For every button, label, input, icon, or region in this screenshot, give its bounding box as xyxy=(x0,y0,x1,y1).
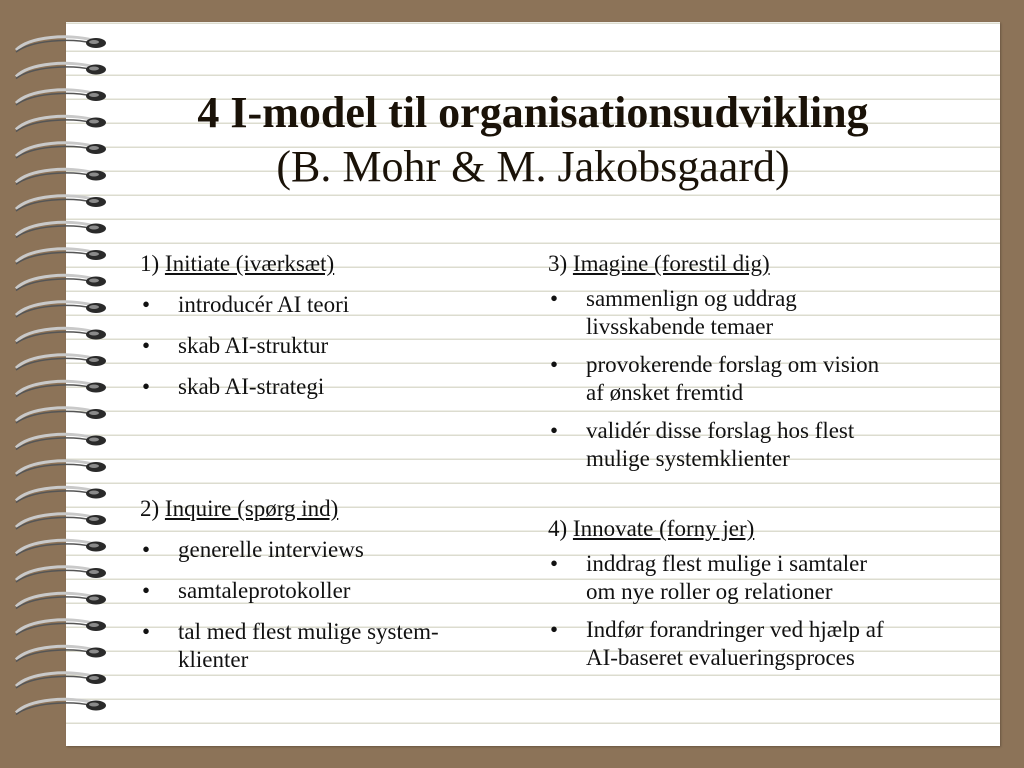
title-main: 4 I-model til organisationsudvikling xyxy=(197,88,869,137)
spiral-ring-icon xyxy=(16,408,106,423)
list-item xyxy=(548,285,968,341)
list-item-text: inddrag flest mulige i samtaler xyxy=(586,551,868,576)
title-subtitle: (B. Mohr & M. Jakobsgaard) xyxy=(276,142,790,191)
spiral-ring-icon xyxy=(16,514,106,529)
section-title: Initiate (iværksæt) xyxy=(164,251,335,276)
list-item-text: tal med flest mulige system- xyxy=(178,619,439,644)
list-item-text: skab AI-strategi xyxy=(178,374,325,399)
list-item-text: mulige systemklienter xyxy=(586,446,790,471)
spiral-ring-icon xyxy=(16,673,106,688)
list-item xyxy=(548,351,968,407)
bullet-list xyxy=(548,285,968,473)
list-item-text: validér disse forslag hos flest xyxy=(586,418,855,443)
spiral-ring-icon xyxy=(16,646,106,661)
bullet-icon: • xyxy=(550,352,559,377)
list-item xyxy=(140,332,520,360)
bullet-icon: • xyxy=(142,374,151,399)
spiral-ring-icon xyxy=(16,593,106,608)
list-item xyxy=(548,616,968,672)
spiral-ring-icon xyxy=(16,620,106,635)
spiral-ring-icon xyxy=(16,487,106,502)
spiral-ring-icon xyxy=(16,328,106,343)
bullet-icon: • xyxy=(142,578,151,603)
bullet-list xyxy=(140,291,520,401)
bullet-icon: • xyxy=(550,286,559,311)
list-item-text: af ønsket fremtid xyxy=(586,380,744,405)
list-item-text: introducér AI teori xyxy=(178,292,350,317)
list-item-text: provokerende forslag om vision xyxy=(586,352,880,377)
bullet-icon: • xyxy=(142,537,151,562)
spiral-ring-icon xyxy=(16,63,106,78)
bullet-list xyxy=(548,550,968,672)
section-number: 3) xyxy=(548,251,568,276)
slide-title xyxy=(66,86,1000,194)
list-item xyxy=(140,536,520,564)
spiral-ring-icon xyxy=(16,540,106,555)
spiral-ring-icon xyxy=(16,222,106,237)
list-item xyxy=(548,417,968,473)
spiral-ring-icon xyxy=(16,249,106,264)
section-title: Innovate (forny jer) xyxy=(572,516,755,541)
list-item xyxy=(140,577,520,605)
list-item-text: livsskabende temaer xyxy=(586,314,774,339)
list-item-text: sammenlign og uddrag xyxy=(586,286,797,311)
section-heading xyxy=(140,250,520,278)
list-item xyxy=(548,550,968,606)
spiral-ring-icon xyxy=(16,37,106,52)
section-number: 4) xyxy=(548,516,568,541)
list-item-text: AI-baseret evalueringsproces xyxy=(586,645,855,670)
bullet-icon: • xyxy=(142,333,151,358)
spiral-ring-icon xyxy=(16,461,106,476)
section-imagine xyxy=(548,250,968,473)
spiral-ring-icon xyxy=(16,381,106,396)
list-item-text: skab AI-struktur xyxy=(178,333,329,358)
spiral-ring-icon xyxy=(16,567,106,582)
bullet-list xyxy=(140,536,520,674)
list-item-text: Indfør forandringer ved hjælp af xyxy=(586,617,884,642)
spiral-ring-icon xyxy=(16,355,106,370)
section-heading xyxy=(548,515,968,543)
section-heading xyxy=(140,495,520,523)
spiral-ring-icon xyxy=(16,196,106,211)
bullet-icon: • xyxy=(550,617,559,642)
list-item xyxy=(140,291,520,319)
spiral-ring-icon xyxy=(16,275,106,290)
bullet-icon: • xyxy=(550,418,559,443)
section-number: 1) xyxy=(140,251,160,276)
bullet-icon: • xyxy=(550,551,559,576)
section-title: Inquire (spørg ind) xyxy=(164,496,339,521)
spiral-ring-icon xyxy=(16,302,106,317)
list-item-text: samtaleprotokoller xyxy=(178,578,351,603)
bullet-icon: • xyxy=(142,619,151,644)
spiral-ring-icon xyxy=(16,699,106,714)
list-item-text: generelle interviews xyxy=(178,537,364,562)
section-initiate xyxy=(140,250,520,401)
section-inquire xyxy=(140,495,520,674)
bullet-icon: • xyxy=(142,292,151,317)
list-item xyxy=(140,373,520,401)
section-heading xyxy=(548,250,968,278)
section-title: Imagine (forestil dig) xyxy=(572,251,770,276)
list-item-text: om nye roller og relationer xyxy=(586,579,833,604)
spiral-ring-icon xyxy=(16,434,106,449)
list-item-text: klienter xyxy=(178,647,249,672)
list-item xyxy=(140,618,520,674)
section-innovate xyxy=(548,515,968,672)
section-number: 2) xyxy=(140,496,160,521)
